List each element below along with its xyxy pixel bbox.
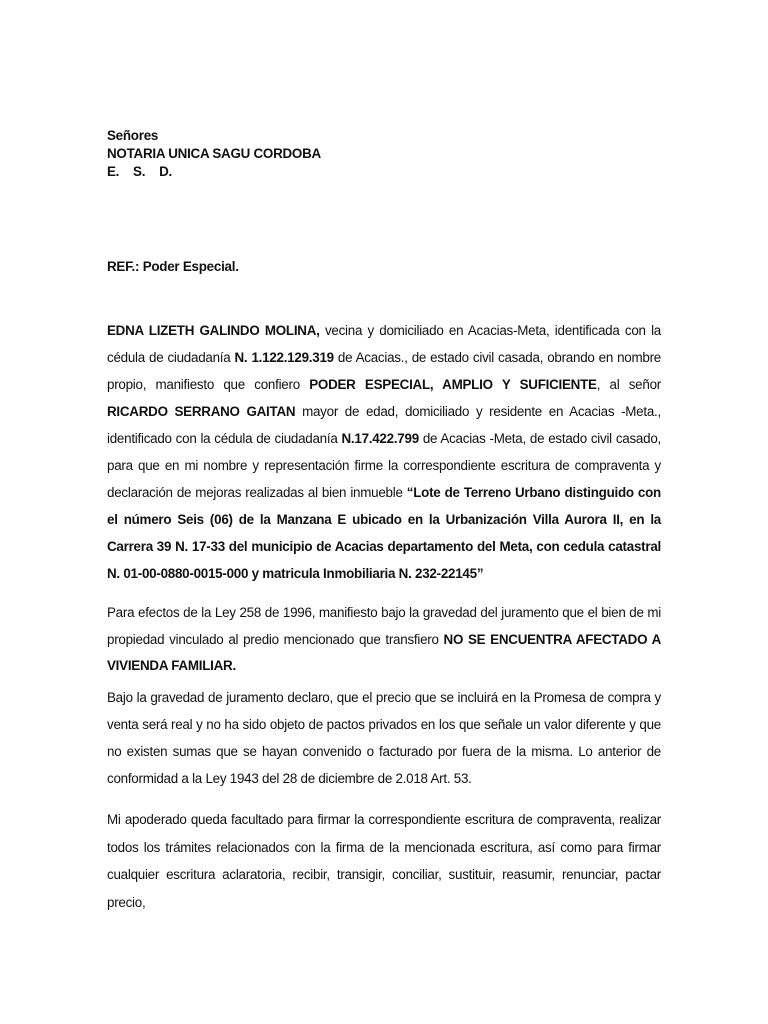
reference-line: REF.: Poder Especial. — [107, 259, 239, 274]
esd-line: E. S. D. — [107, 164, 172, 179]
grantor-id: N. 1.122.129.319 — [234, 350, 334, 365]
paragraph-attorney-faculties: Mi apoderado queda facultado para firmar la correspondiente escritura de compraventa, realizar todos los trámites relacionados con la firma de la mencionada escritura, así como para firmar cualquier escritura aclaratoria, recibir, transigir, conciliar, sustituir, reasumir, renunciar, pactar precio, — [107, 812, 661, 910]
paragraph2-text: Para efectos de la Ley 258 de 1996, manifiesto bajo la gravedad del juramento que el bien de mi propiedad vinculado al predio mencionado que transfiero — [107, 605, 661, 647]
family-housing-statement: NO SE ENCUENTRA AFECTADO A VIVIENDA FAMILIAR. — [107, 631, 661, 673]
paragraph-family-housing — [107, 600, 661, 680]
paragraph1-text-1: vecina y domiciliado en Acacias-Meta, identificada con la cédula de ciudadanía — [107, 323, 661, 365]
power-type: PODER ESPECIAL, AMPLIO Y SUFICIENTE — [309, 377, 597, 392]
paragraph-grant-of-power — [107, 317, 661, 587]
letter-header — [107, 127, 321, 181]
attorney-name: RICARDO SERRANO GAITAN — [107, 404, 296, 419]
addressee: NOTARIA UNICA SAGU CORDOBA — [107, 146, 321, 161]
attorney-id: N.17.422.799 — [341, 431, 419, 446]
paragraph-price-declaration: Bajo la gravedad de juramento declaro, que el precio que se incluirá en la Promesa de compra y venta será real y no ha sido objeto de pactos privados en los que señale un valor diferente y que no existen sumas que se hayan convenido o facturado por fuera de la misma. Lo anterior de conformidad a la Ley 1943 del 28 de diciembre de 2.018 Art. 53. — [107, 690, 661, 786]
property-description: “Lote de Terreno Urbano distinguido con el número Seis (06) de la Manzana E ubicado en la Urbanización Villa Aurora II, en la Carrera 39 N. 17-33 del municipio de Acacias departamento del Meta, con cedula catastral N. 01-00-0880-0015-000 y matricula Inmobiliaria N. 232-22145” — [107, 485, 661, 581]
paragraph1-text-2: de Acacias., de estado civil casada, obrando en nombre propio, manifiesto que confiero — [107, 350, 661, 392]
grantor-name: EDNA LIZETH GALINDO MOLINA, — [107, 323, 320, 338]
paragraph1-text-4: mayor de edad, domiciliado y residente en Acacias -Meta., identificado con la cédula de ciudadanía — [107, 404, 661, 446]
paragraph1-text-3: , al señor — [596, 377, 661, 392]
salutation: Señores — [107, 128, 159, 143]
paragraph1-text-5: de Acacias -Meta, de estado civil casado, para que en mi nombre y representación firme la correspondiente escritura de compraventa y declaración de mejoras realizadas al bien inmueble — [107, 431, 661, 500]
